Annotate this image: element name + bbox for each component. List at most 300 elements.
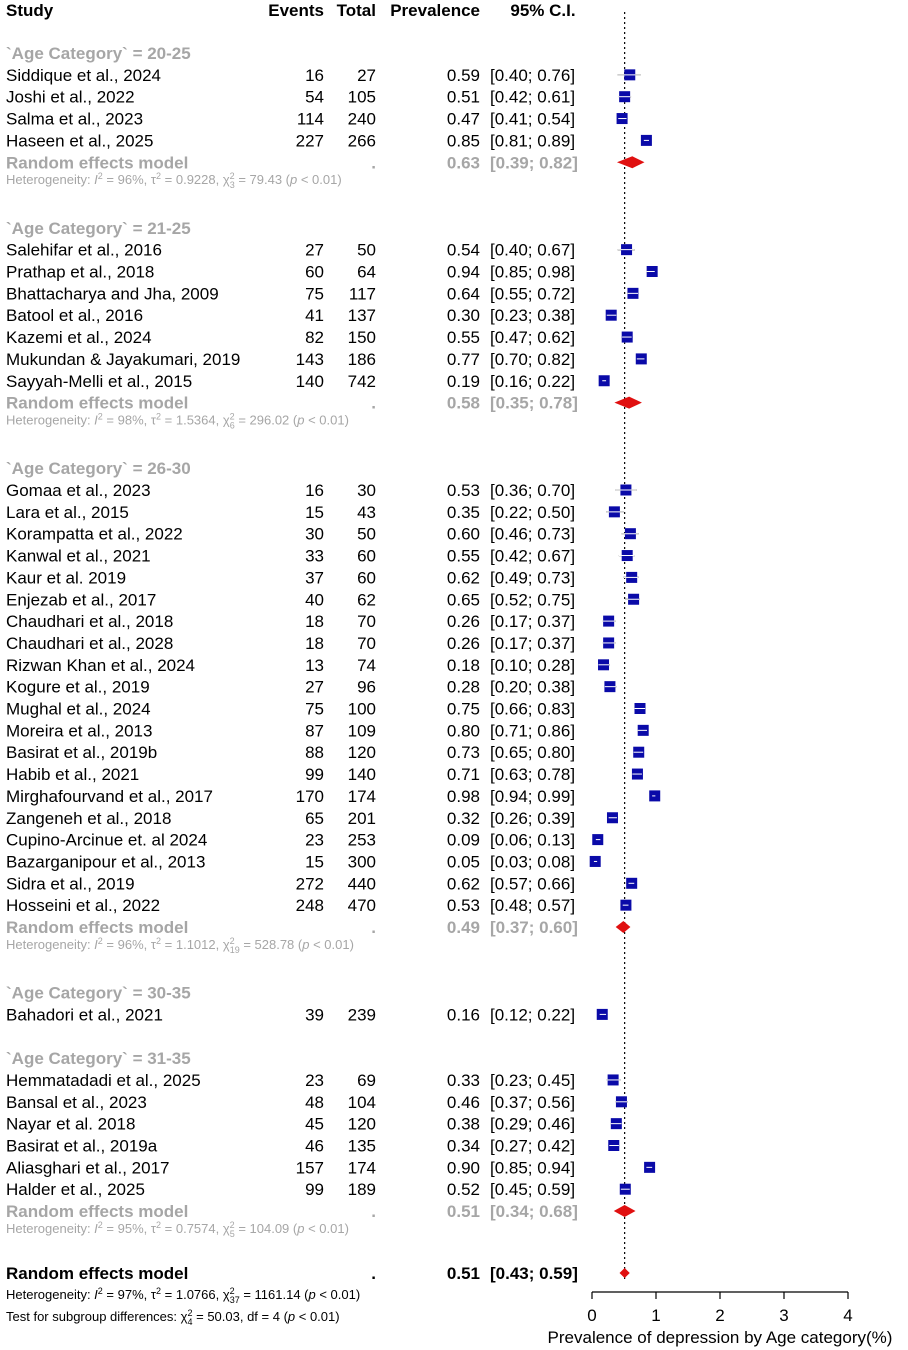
study-events: 16 xyxy=(305,481,324,500)
het-chi-superscript: 2 xyxy=(229,1286,235,1296)
random-effects-diamond xyxy=(616,921,631,933)
het-i-value: = 97%, xyxy=(102,1287,151,1302)
het-tau-symbol: τ xyxy=(150,936,157,952)
random-effects-ci: [0.39; 0.82] xyxy=(490,153,578,173)
study-prevalence: 0.16 xyxy=(446,1005,480,1025)
study-prevalence: 0.90 xyxy=(446,1158,480,1178)
x-axis-tick-label: 4 xyxy=(843,1306,853,1325)
study-events: 16 xyxy=(305,65,324,85)
study-prevalence: 0.64 xyxy=(446,284,480,304)
group-label: `Age Category` = 26-30 xyxy=(6,459,191,479)
random-effects-ci: [0.35; 0.78] xyxy=(490,393,578,413)
study-total: 69 xyxy=(357,1070,376,1090)
study-ci: [0.71; 0.86] xyxy=(490,721,576,741)
study-prevalence: 0.34 xyxy=(446,1136,480,1156)
group-heterogeneity xyxy=(6,936,354,955)
het-i-value: = 98%, xyxy=(102,412,151,428)
het-tau-symbol: τ xyxy=(150,1287,157,1302)
study-name: Salehifar et al., 2016 xyxy=(6,240,162,260)
study-ci: [0.85; 0.94] xyxy=(490,1158,576,1178)
study-events: 13 xyxy=(305,655,324,675)
het-chi-subscript: 5 xyxy=(229,1228,235,1239)
random-effects-ci: [0.34; 0.68] xyxy=(490,1202,578,1222)
study-events: 27 xyxy=(305,677,324,697)
study-name: Basirat et al., 2019a xyxy=(6,1136,158,1156)
study-events: 45 xyxy=(305,1114,324,1134)
study-prevalence: 0.55 xyxy=(446,546,480,566)
column-header-total: Total xyxy=(336,1,376,20)
het-tau-value: = 0.7574, xyxy=(161,1220,223,1236)
study-total: 186 xyxy=(347,349,376,369)
study-name: Hosseini et al., 2022 xyxy=(6,896,161,916)
study-prevalence: 0.85 xyxy=(446,131,480,151)
study-total: 137 xyxy=(347,306,376,326)
study-total: 60 xyxy=(357,568,376,588)
study-name: Aliasghari et al., 2017 xyxy=(6,1158,170,1178)
het-p-value: < 0.01) xyxy=(315,1287,361,1302)
group-label: `Age Category` = 20-25 xyxy=(6,44,191,63)
group-heterogeneity xyxy=(6,411,349,430)
study-prevalence: 0.33 xyxy=(446,1070,480,1090)
het-p-symbol: p xyxy=(297,1220,305,1236)
study-events: 88 xyxy=(305,743,324,763)
study-ci: [0.45; 0.59] xyxy=(490,1180,576,1200)
study-ci: [0.12; 0.22] xyxy=(490,1005,576,1025)
study-name: Bahadori et al., 2021 xyxy=(6,1005,163,1025)
random-effects-diamond xyxy=(620,1268,630,1278)
study-prevalence: 0.77 xyxy=(446,349,480,369)
het-chi-superscript: 2 xyxy=(229,1219,235,1230)
study-prevalence: 0.62 xyxy=(446,874,480,894)
het-p-symbol: p xyxy=(308,1287,316,1302)
study-prevalence: 0.75 xyxy=(446,699,480,719)
study-events: 99 xyxy=(305,765,324,785)
study-prevalence: 0.94 xyxy=(446,262,480,282)
random-effects-ci: [0.43; 0.59] xyxy=(490,1264,578,1283)
subgroup-value: = 50.03, df = 4 ( xyxy=(192,1309,288,1324)
study-events: 170 xyxy=(295,786,324,806)
study-ci: [0.47; 0.62] xyxy=(490,328,576,348)
study-total: 43 xyxy=(357,502,376,522)
het-chi-superscript: 2 xyxy=(229,935,235,946)
x-axis-tick-label: 3 xyxy=(779,1306,789,1325)
study-name: Halder et al., 2025 xyxy=(6,1180,145,1200)
study-name: Basirat et al., 2019b xyxy=(6,743,158,763)
study-events: 75 xyxy=(305,284,324,304)
random-effects-diamond xyxy=(617,156,645,168)
het-chi-symbol: χ xyxy=(222,412,230,428)
het-chi-symbol: χ xyxy=(222,172,230,188)
het-tau-symbol: τ xyxy=(150,412,157,428)
het-i-symbol: I xyxy=(94,412,98,428)
het-p-symbol: p xyxy=(302,936,310,952)
het-chi-superscript: 2 xyxy=(229,171,235,182)
study-ci: [0.41; 0.54] xyxy=(490,109,576,129)
study-total: 174 xyxy=(347,1158,376,1178)
het-chi-subscript: 3 xyxy=(229,180,235,191)
study-events: 75 xyxy=(305,699,324,719)
study-prevalence: 0.32 xyxy=(446,808,480,828)
study-ci: [0.23; 0.45] xyxy=(490,1070,576,1090)
subgroup-chi-subscript: 4 xyxy=(187,1317,193,1327)
study-ci: [0.42; 0.61] xyxy=(490,87,576,107)
study-total: 117 xyxy=(348,284,376,304)
study-total: 74 xyxy=(357,655,376,675)
group-heterogeneity xyxy=(6,1220,349,1239)
random-effects-label: Random effects model xyxy=(6,393,189,413)
het-p-symbol: p xyxy=(290,172,298,188)
random-effects-total: . xyxy=(371,1202,376,1222)
study-prevalence: 0.59 xyxy=(446,65,480,85)
study-name: Mukundan & Jayakumari, 2019 xyxy=(6,349,241,369)
random-effects-diamond xyxy=(614,1205,636,1217)
het-i-value: = 95%, xyxy=(102,1220,151,1236)
study-total: 120 xyxy=(347,1114,376,1134)
study-ci: [0.37; 0.56] xyxy=(490,1092,576,1112)
het-tau-symbol: τ xyxy=(150,1220,157,1236)
study-events: 40 xyxy=(305,590,324,610)
study-prevalence: 0.05 xyxy=(446,852,480,872)
study-name: Cupino-Arcinue et. al 2024 xyxy=(6,830,208,850)
study-prevalence: 0.98 xyxy=(446,786,480,806)
study-total: 742 xyxy=(347,371,376,391)
study-total: 64 xyxy=(357,262,376,282)
het-chi-value: = 104.09 ( xyxy=(234,1220,298,1236)
het-i-superscript: 2 xyxy=(97,171,103,182)
study-ci: [0.17; 0.37] xyxy=(490,633,576,653)
study-total: 266 xyxy=(347,131,376,151)
study-prevalence: 0.65 xyxy=(446,590,480,610)
study-total: 30 xyxy=(357,481,376,500)
study-prevalence: 0.09 xyxy=(446,830,480,850)
subgroup-p-symbol: p xyxy=(287,1309,296,1324)
study-ci: [0.17; 0.37] xyxy=(490,612,576,632)
study-ci: [0.20; 0.38] xyxy=(490,677,576,697)
study-events: 46 xyxy=(305,1136,324,1156)
study-ci: [0.10; 0.28] xyxy=(490,655,576,675)
random-effects-label: Random effects model xyxy=(6,918,189,937)
study-ci: [0.22; 0.50] xyxy=(490,502,576,522)
het-i-superscript: 2 xyxy=(97,1286,103,1296)
study-total: 201 xyxy=(347,808,376,828)
study-events: 23 xyxy=(305,1070,324,1090)
study-prevalence: 0.62 xyxy=(446,568,480,588)
study-events: 48 xyxy=(305,1092,324,1112)
het-i-value: = 96%, xyxy=(102,172,151,188)
study-prevalence: 0.73 xyxy=(446,743,480,763)
study-total: 96 xyxy=(357,677,376,697)
study-total: 240 xyxy=(347,109,376,129)
column-header-events: Events xyxy=(268,1,324,20)
study-events: 15 xyxy=(305,852,324,872)
het-chi-subscript: 19 xyxy=(229,944,240,955)
study-total: 100 xyxy=(347,699,376,719)
random-effects-total: . xyxy=(371,1264,376,1283)
random-effects-label: Random effects model xyxy=(6,1264,189,1283)
study-name: Mughal et al., 2024 xyxy=(6,699,151,719)
study-total: 470 xyxy=(347,896,376,916)
het-i-symbol: I xyxy=(94,1220,98,1236)
study-prevalence: 0.38 xyxy=(446,1114,480,1134)
study-total: 120 xyxy=(347,743,376,763)
study-prevalence: 0.26 xyxy=(446,633,480,653)
random-effects-diamond xyxy=(614,397,642,409)
x-axis-label: Prevalence of depression by Age category(%) xyxy=(547,1328,893,1347)
random-effects-prevalence: 0.49 xyxy=(446,918,480,937)
het-chi-subscript: 37 xyxy=(229,1295,240,1305)
study-total: 109 xyxy=(347,721,376,741)
study-events: 37 xyxy=(305,568,324,588)
study-ci: [0.40; 0.67] xyxy=(490,240,576,260)
het-i-superscript: 2 xyxy=(97,935,103,946)
study-events: 140 xyxy=(295,371,324,391)
study-name: Sidra et al., 2019 xyxy=(6,874,135,894)
study-name: Nayar et al. 2018 xyxy=(6,1114,136,1134)
study-prevalence: 0.55 xyxy=(446,328,480,348)
het-tau-symbol: τ xyxy=(150,172,157,188)
study-name: Habib et al., 2021 xyxy=(6,765,140,785)
het-i-symbol: I xyxy=(94,172,98,188)
study-prevalence: 0.46 xyxy=(446,1092,480,1112)
het-tau-value: = 1.1012, xyxy=(161,936,223,952)
het-chi-symbol: χ xyxy=(222,1287,230,1302)
study-events: 15 xyxy=(305,502,324,522)
study-total: 70 xyxy=(357,633,376,653)
study-name: Mirghafourvand et al., 2017 xyxy=(6,786,213,806)
het-tau-superscript: 2 xyxy=(156,171,162,182)
het-i-symbol: I xyxy=(94,936,98,952)
study-events: 82 xyxy=(305,328,324,348)
study-events: 30 xyxy=(305,524,324,544)
study-events: 272 xyxy=(295,874,324,894)
study-prevalence: 0.28 xyxy=(446,677,480,697)
het-prefix: Heterogeneity: xyxy=(6,1287,95,1302)
x-axis xyxy=(548,1292,893,1347)
study-events: 60 xyxy=(305,262,324,282)
study-name: Kanwal et al., 2021 xyxy=(6,546,151,566)
study-prevalence: 0.30 xyxy=(446,306,480,326)
study-prevalence: 0.80 xyxy=(446,721,480,741)
het-tau-superscript: 2 xyxy=(156,411,162,422)
study-ci: [0.66; 0.83] xyxy=(490,699,576,719)
study-events: 18 xyxy=(305,633,324,653)
random-effects-prevalence: 0.51 xyxy=(446,1264,480,1283)
study-events: 23 xyxy=(305,830,324,850)
study-ci: [0.42; 0.67] xyxy=(490,546,576,566)
study-events: 87 xyxy=(305,721,324,741)
random-effects-prevalence: 0.63 xyxy=(446,153,480,173)
random-effects-ci: [0.37; 0.60] xyxy=(490,918,578,937)
study-name: Enjezab et al., 2017 xyxy=(6,590,157,610)
study-name: Batool et al., 2016 xyxy=(6,306,144,326)
het-chi-symbol: χ xyxy=(222,1220,230,1236)
het-chi-value: = 296.02 ( xyxy=(234,412,298,428)
column-header-study: Study xyxy=(6,1,54,20)
het-chi-value: = 1161.14 ( xyxy=(239,1287,309,1302)
study-name: Joshi et al., 2022 xyxy=(6,87,135,107)
study-prevalence: 0.51 xyxy=(446,87,480,107)
het-tau-value: = 1.5364, xyxy=(161,412,223,428)
study-ci: [0.65; 0.80] xyxy=(490,743,576,763)
study-name: Lara et al., 2015 xyxy=(6,502,129,522)
study-ci: [0.40; 0.76] xyxy=(490,65,576,85)
study-total: 50 xyxy=(357,240,376,260)
study-prevalence: 0.53 xyxy=(446,481,480,500)
study-total: 300 xyxy=(347,852,376,872)
study-prevalence: 0.53 xyxy=(446,896,480,916)
random-effects-prevalence: 0.58 xyxy=(446,393,480,413)
study-name: Haseen et al., 2025 xyxy=(6,131,154,151)
study-ci: [0.55; 0.72] xyxy=(490,284,576,304)
het-i-superscript: 2 xyxy=(97,1219,103,1230)
het-prefix: Heterogeneity: xyxy=(6,1220,95,1236)
group-label: `Age Category` = 31-35 xyxy=(6,1049,191,1069)
study-name: Salma et al., 2023 xyxy=(6,109,144,129)
het-tau-value: = 0.9228, xyxy=(161,172,223,188)
study-events: 33 xyxy=(305,546,324,566)
subgroup-chi-symbol: χ xyxy=(180,1309,188,1324)
study-total: 50 xyxy=(357,524,376,544)
study-ci: [0.27; 0.42] xyxy=(490,1136,576,1156)
column-header-ci: 95% C.I. xyxy=(510,1,576,20)
random-effects-total: . xyxy=(371,393,376,413)
study-name: Siddique et al., 2024 xyxy=(6,65,162,85)
random-effects-label: Random effects model xyxy=(6,153,189,173)
study-prevalence: 0.71 xyxy=(446,765,480,785)
random-effects-label: Random effects model xyxy=(6,1202,189,1222)
study-ci: [0.03; 0.08] xyxy=(490,852,576,872)
study-prevalence: 0.54 xyxy=(446,240,480,260)
study-name: Kogure et al., 2019 xyxy=(6,677,150,697)
study-name: Bazarganipour et al., 2013 xyxy=(6,852,206,872)
study-name: Prathap et al., 2018 xyxy=(6,262,155,282)
study-total: 189 xyxy=(347,1180,376,1200)
subgroup-prefix: Test for subgroup differences: xyxy=(6,1309,181,1324)
study-total: 60 xyxy=(357,546,376,566)
x-axis-tick-label: 1 xyxy=(651,1306,661,1325)
study-total: 105 xyxy=(347,87,376,107)
study-events: 99 xyxy=(305,1180,324,1200)
study-name: Moreira et al., 2013 xyxy=(6,721,153,741)
study-ci: [0.23; 0.38] xyxy=(490,306,576,326)
study-total: 440 xyxy=(347,874,376,894)
het-tau-value: = 1.0766, xyxy=(161,1287,223,1302)
study-total: 253 xyxy=(347,830,376,850)
study-name: Chaudhari et al., 2018 xyxy=(6,612,174,632)
study-ci: [0.06; 0.13] xyxy=(490,830,576,850)
study-prevalence: 0.52 xyxy=(446,1180,480,1200)
study-prevalence: 0.35 xyxy=(446,502,480,522)
subgroup-p-value: < 0.01) xyxy=(295,1309,340,1324)
study-name: Chaudhari et al., 2028 xyxy=(6,633,174,653)
study-ci: [0.94; 0.99] xyxy=(490,786,576,806)
x-axis-tick-label: 0 xyxy=(587,1306,597,1325)
subgroup-chi-superscript: 2 xyxy=(187,1308,193,1318)
study-name: Kazemi et al., 2024 xyxy=(6,328,152,348)
random-effects-total: . xyxy=(371,918,376,937)
het-chi-subscript: 6 xyxy=(229,420,235,431)
study-prevalence: 0.19 xyxy=(446,371,480,391)
study-events: 41 xyxy=(305,306,324,326)
overall-heterogeneity xyxy=(6,1286,360,1305)
het-chi-superscript: 2 xyxy=(229,411,235,422)
study-name: Rizwan Khan et al., 2024 xyxy=(6,655,196,675)
study-events: 143 xyxy=(295,349,324,369)
study-events: 114 xyxy=(296,109,324,129)
study-ci: [0.70; 0.82] xyxy=(490,349,576,369)
study-events: 248 xyxy=(295,896,324,916)
study-events: 18 xyxy=(305,612,324,632)
study-total: 150 xyxy=(347,328,376,348)
study-prevalence: 0.26 xyxy=(446,612,480,632)
column-header-prevalence: Prevalence xyxy=(390,1,480,20)
het-prefix: Heterogeneity: xyxy=(6,172,95,188)
study-ci: [0.36; 0.70] xyxy=(490,481,576,500)
study-events: 157 xyxy=(295,1158,324,1178)
study-ci: [0.49; 0.73] xyxy=(490,568,576,588)
study-total: 104 xyxy=(347,1092,376,1112)
het-chi-value: = 79.43 ( xyxy=(234,172,290,188)
study-total: 174 xyxy=(347,786,376,806)
study-name: Bhattacharya and Jha, 2009 xyxy=(6,284,219,304)
study-prevalence: 0.60 xyxy=(446,524,480,544)
group-heterogeneity xyxy=(6,171,342,190)
study-name: Sayyah-Melli et al., 2015 xyxy=(6,371,193,391)
het-p-value: < 0.01) xyxy=(304,1220,349,1236)
study-ci: [0.81; 0.89] xyxy=(490,131,576,151)
study-name: Zangeneh et al., 2018 xyxy=(6,808,172,828)
het-tau-superscript: 2 xyxy=(156,1219,162,1230)
random-effects-prevalence: 0.51 xyxy=(446,1202,480,1222)
study-name: Bansal et al., 2023 xyxy=(6,1092,147,1112)
study-name: Korampatta et al., 2022 xyxy=(6,524,183,544)
het-p-value: < 0.01) xyxy=(304,412,349,428)
study-events: 39 xyxy=(305,1005,324,1025)
study-events: 54 xyxy=(305,87,324,107)
het-chi-value: = 528.78 ( xyxy=(239,936,303,952)
study-ci: [0.48; 0.57] xyxy=(490,896,576,916)
study-ci: [0.46; 0.73] xyxy=(490,524,576,544)
study-ci: [0.26; 0.39] xyxy=(490,808,576,828)
study-name: Kaur et al. 2019 xyxy=(6,568,127,588)
het-prefix: Heterogeneity: xyxy=(6,412,95,428)
group-label: `Age Category` = 30-35 xyxy=(6,983,191,1003)
study-ci: [0.16; 0.22] xyxy=(490,371,576,391)
study-total: 135 xyxy=(347,1136,376,1156)
study-name: Gomaa et al., 2023 xyxy=(6,481,151,500)
study-prevalence: 0.18 xyxy=(446,655,480,675)
het-p-value: < 0.01) xyxy=(309,936,354,952)
study-total: 62 xyxy=(357,590,376,610)
study-total: 140 xyxy=(347,765,376,785)
study-total: 27 xyxy=(357,65,376,85)
random-effects-total: . xyxy=(371,153,376,173)
study-events: 227 xyxy=(295,131,324,151)
het-p-symbol: p xyxy=(297,412,305,428)
study-ci: [0.57; 0.66] xyxy=(490,874,576,894)
study-name: Hemmatadadi et al., 2025 xyxy=(6,1070,201,1090)
het-i-symbol: I xyxy=(94,1287,98,1302)
study-prevalence: 0.47 xyxy=(446,109,480,129)
het-tau-superscript: 2 xyxy=(156,935,162,946)
study-ci: [0.63; 0.78] xyxy=(490,765,576,785)
het-i-value: = 96%, xyxy=(102,936,151,952)
het-tau-superscript: 2 xyxy=(156,1286,162,1296)
subgroup-test xyxy=(6,1308,340,1327)
study-ci: [0.52; 0.75] xyxy=(490,590,576,610)
study-events: 65 xyxy=(305,808,324,828)
het-p-value: < 0.01) xyxy=(297,172,342,188)
